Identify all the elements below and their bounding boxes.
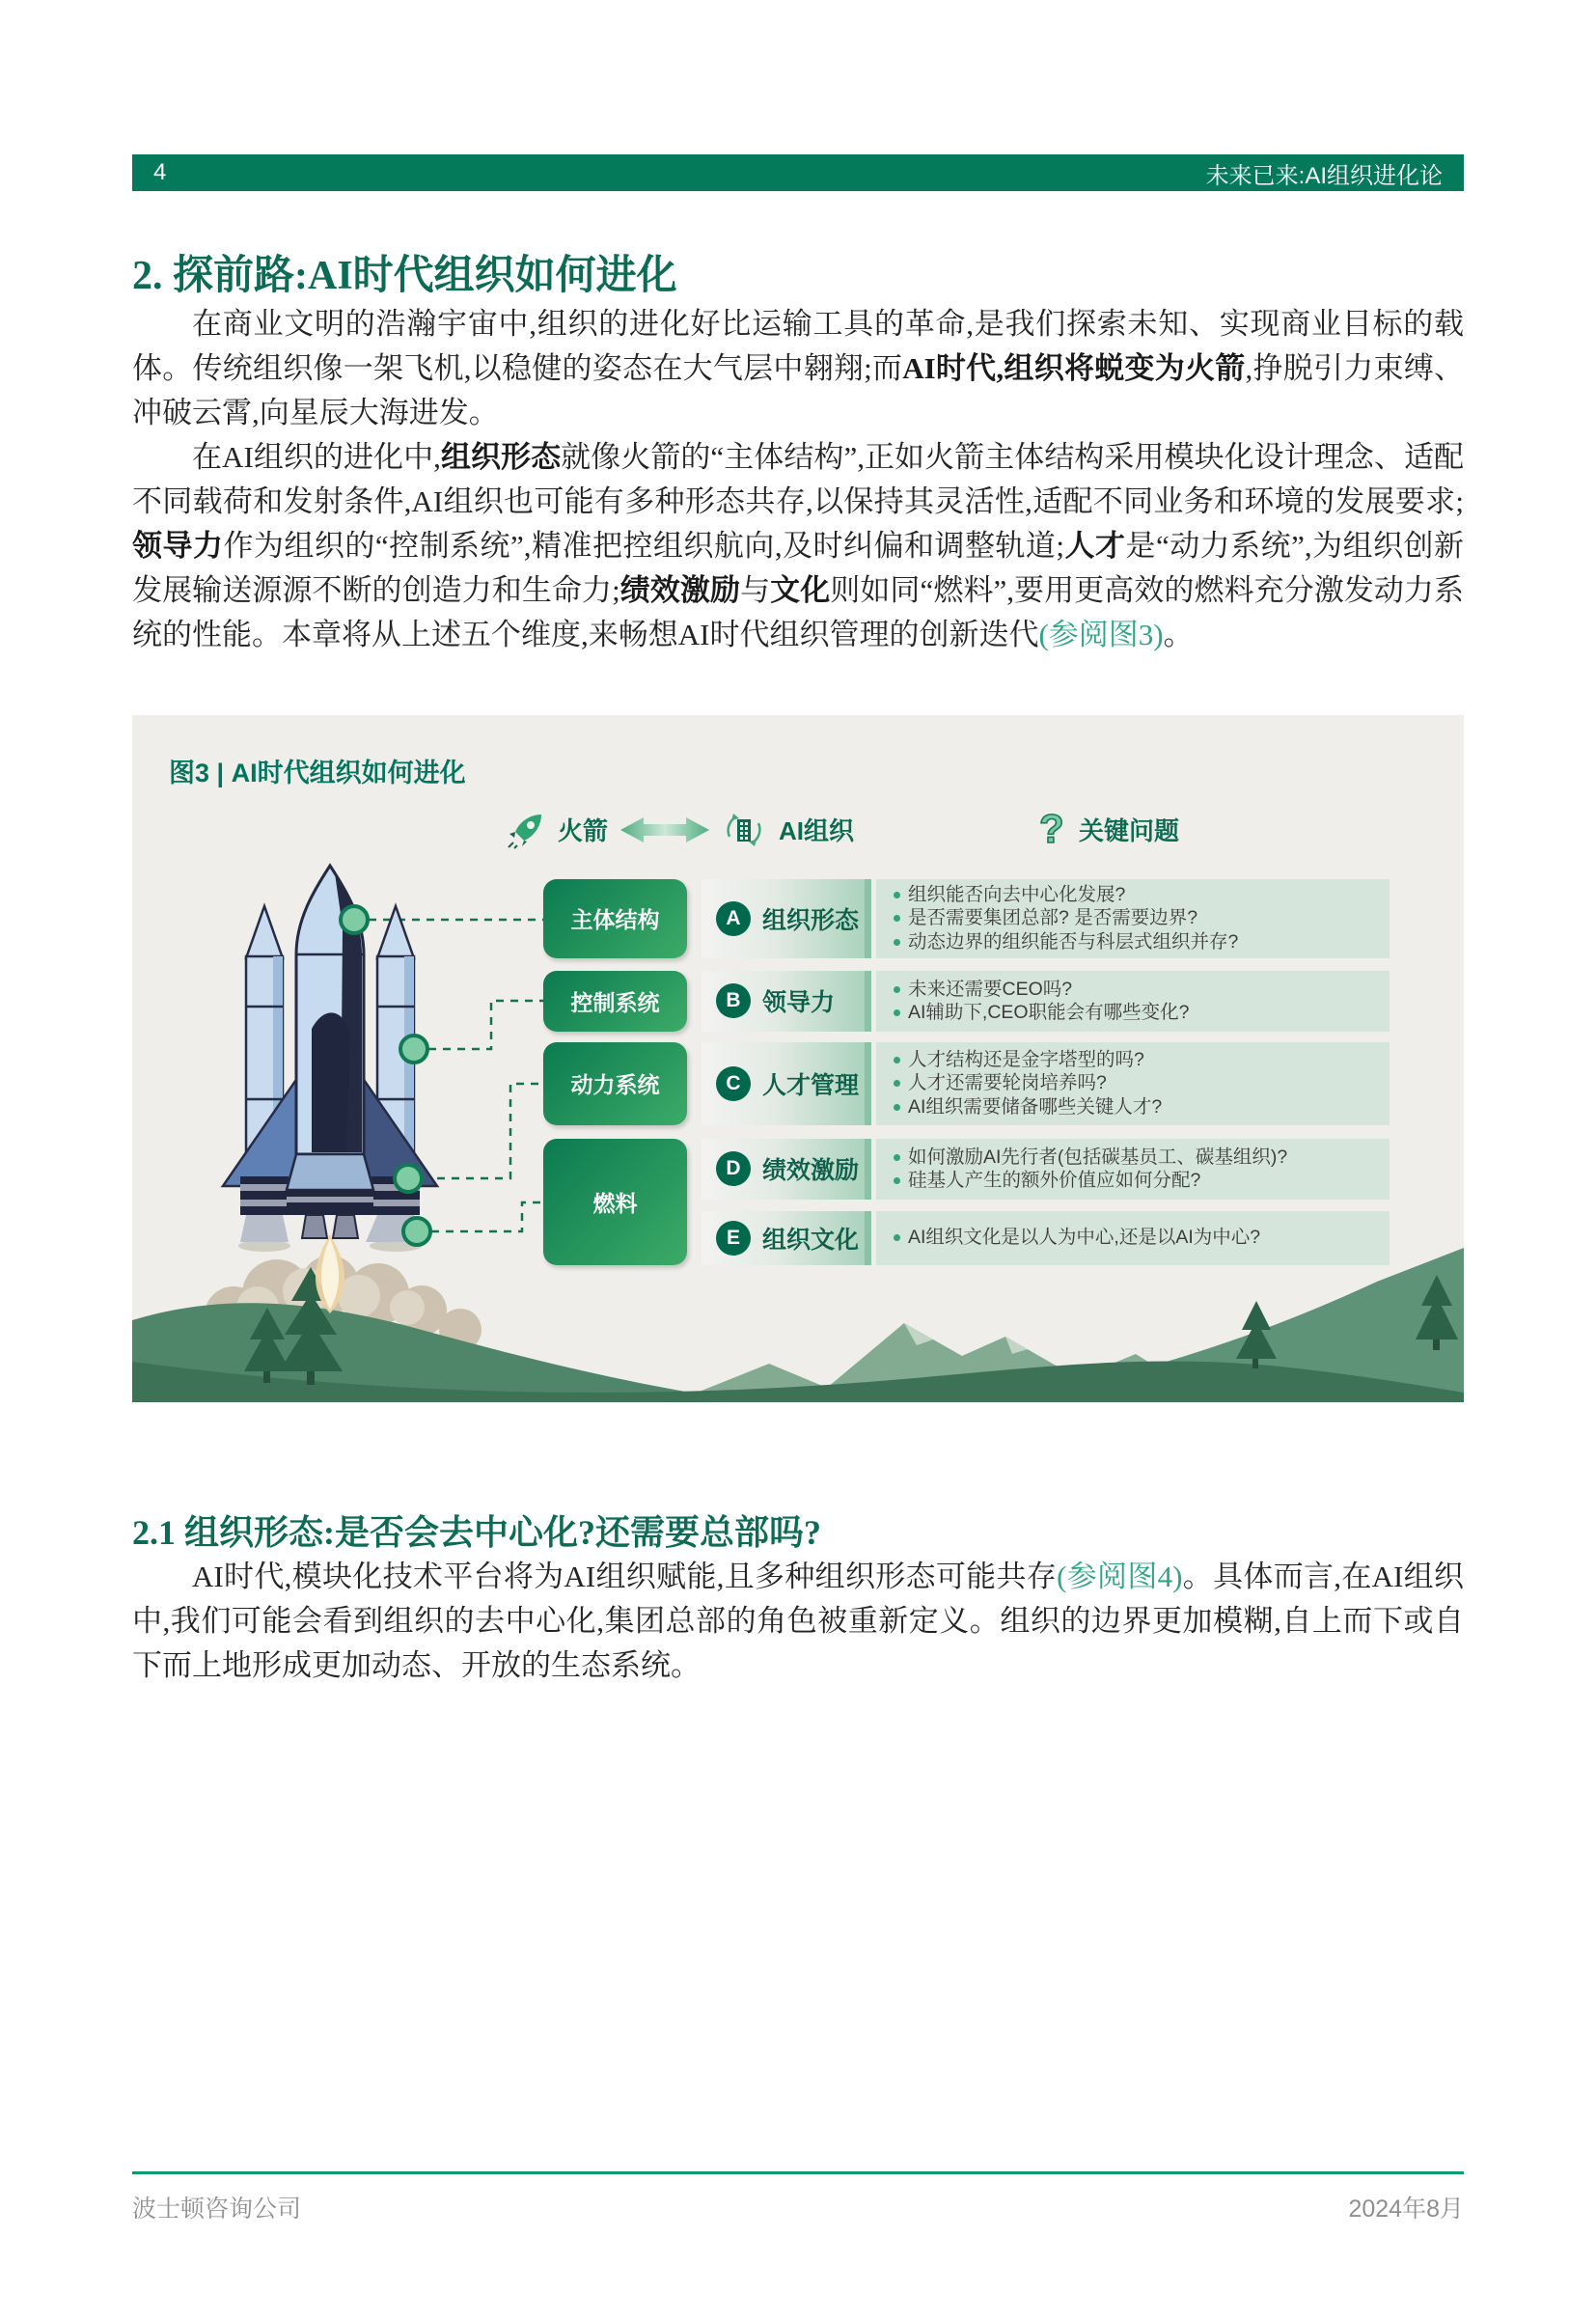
letter-badge-e: E	[716, 1221, 751, 1256]
dimension-label: 绩效激励	[762, 1157, 860, 1184]
dimension-label: 组织形态	[762, 906, 860, 934]
page-footer	[132, 2171, 1464, 2224]
questions-cell-culture	[876, 1211, 1390, 1265]
paragraph-2-bold: 人才	[1064, 528, 1126, 563]
paragraph-2-text: 与	[740, 572, 771, 607]
double-arrow-icon	[620, 815, 709, 844]
subsection-heading: 2.1 组织形态:是否会去中心化?还需要总部吗?	[132, 1512, 821, 1552]
rocket-illustration	[190, 860, 470, 1313]
legend-questions-label: 关键问题	[1079, 816, 1180, 845]
paragraph-3-text: AI时代,模块化技术平台将为AI组织赋能,且多种组织形态可能共存	[192, 1560, 1058, 1594]
figure-4-reference-link[interactable]: (参阅图4)	[1057, 1560, 1183, 1594]
letter-badge-a: A	[716, 901, 751, 936]
paragraph-2-text: 。	[1163, 617, 1194, 651]
question-item: AI组织文化是以人为中心,还是以AI为中心?	[892, 1226, 1378, 1250]
paragraph-1-text: 在商业文明的浩瀚宇宙中,组织的进化好比运输工具的革命,是我们探索未知、实现商业目标的载体。传统组织像一架飞机,以稳健的姿态在大气层中翱翔;而	[132, 306, 1464, 385]
question-item: 是否需要集团总部? 是否需要边界?	[892, 906, 1378, 930]
paragraph-2-text: 作为组织的“控制系统”,精准把控组织航向,及时纠偏和调整轨道;	[223, 528, 1065, 563]
footer-date: 2024年8月	[1348, 2196, 1464, 2223]
paragraph-1	[132, 302, 1464, 435]
question-item: 未来还需要CEO吗?	[892, 978, 1378, 1002]
question-item: 如何激励AI先行者(包括碳基员工、碳基组织)?	[892, 1146, 1378, 1170]
paragraph-2-text: 在AI组织的进化中,	[192, 439, 441, 474]
dimension-label: 领导力	[762, 989, 836, 1016]
question-item: AI辅助下,CEO职能会有哪些变化?	[892, 1001, 1378, 1025]
question-item: 人才结构还是金字塔型的吗?	[892, 1048, 1378, 1072]
figure-title: 图3 | AI时代组织如何进化	[169, 758, 466, 787]
dimension-cell-incentives	[702, 1139, 871, 1200]
question-item: 动态边界的组织能否与科层式组织并存?	[892, 930, 1378, 954]
questions-cell-leadership	[876, 971, 1390, 1032]
question-item: 硅基人产生的额外价值应如何分配?	[892, 1169, 1378, 1193]
figure-legend-right	[1037, 808, 1179, 852]
rocket-icon	[507, 811, 545, 849]
paragraph-2-text: 就像火箭的“主体结构”,正如火箭主体结构采用模块化设计理念、适配不同载荷和发射条件,AI组织也可能有多种形态共存,以保持其灵活性,适配不同业务和环境的发展要求;	[132, 439, 1465, 518]
dimension-label: 人才管理	[762, 1071, 860, 1099]
svg-text:?: ?	[1039, 807, 1064, 851]
legend-org-label: AI组织	[779, 816, 855, 845]
building-cycle-icon	[722, 808, 766, 852]
question-item: 人才还需要轮岗培养吗?	[892, 1071, 1378, 1095]
figure-legend-left	[507, 808, 854, 852]
paragraph-2-bold: 文化	[770, 572, 831, 607]
question-item: 组织能否向去中心化发展?	[892, 883, 1378, 907]
questions-cell-org-form	[876, 879, 1390, 958]
part-box-control-system: 控制系统	[543, 971, 687, 1032]
letter-badge-d: D	[716, 1151, 751, 1186]
paragraph-3	[132, 1555, 1464, 1688]
paragraph-2-bold: 组织形态	[440, 439, 562, 474]
paragraph-1-bold: AI时代,组织将蜕变为火箭	[902, 350, 1246, 385]
part-box-power-system: 动力系统	[543, 1042, 687, 1125]
question-mark-icon	[1037, 808, 1066, 852]
legend-rocket-label: 火箭	[558, 816, 609, 845]
dimension-cell-org-form	[702, 879, 871, 958]
paragraph-3-text: 。具体而言,在AI组织中,我们可能会看到组织的去中心化,集团总部的角色被重新定义。组织的边界更加模糊,自上而下或自下而上地形成更加动态、开放的生态系统。	[132, 1560, 1464, 1683]
page-number: 4	[153, 159, 167, 185]
page-header	[132, 154, 1464, 191]
part-box-body-structure: 主体结构	[543, 879, 687, 958]
part-box-fuel: 燃料	[543, 1139, 687, 1265]
questions-cell-incentives	[876, 1139, 1390, 1200]
paragraph-2-bold: 绩效激励	[619, 572, 741, 607]
paragraph-2	[132, 435, 1464, 657]
dimension-cell-leadership	[702, 971, 871, 1032]
paragraph-2-bold: 领导力	[132, 528, 224, 563]
letter-badge-b: B	[716, 983, 751, 1018]
questions-cell-talent	[876, 1042, 1390, 1125]
section-heading: 2. 探前路:AI时代组织如何进化	[132, 254, 677, 298]
letter-badge-c: C	[716, 1066, 751, 1101]
dimension-cell-talent	[702, 1042, 871, 1125]
figure-3	[132, 715, 1464, 1402]
dimension-cell-culture	[702, 1211, 871, 1265]
running-title: 未来已来:AI组织进化论	[1205, 162, 1443, 189]
question-item: AI组织需要储备哪些关键人才?	[892, 1095, 1378, 1119]
figure-3-reference-link[interactable]: (参阅图3)	[1038, 617, 1164, 651]
dimension-label: 组织文化	[762, 1226, 860, 1254]
paragraph-2-text: 是“动力系统”,为组织创新发展输送源源不断的创造力和生命力;	[132, 528, 1465, 607]
report-page	[0, 154, 1596, 1688]
paragraph-1-text: ,挣脱引力束缚、冲破云霄,向星辰大海进发。	[132, 350, 1464, 429]
footer-company: 波士顿咨询公司	[132, 2196, 302, 2223]
paragraph-2-text: 则如同“燃料”,要用更高效的燃料充分激发动力系统的性能。本章将从上述五个维度,来畅想AI时代组织管理的创新迭代	[132, 572, 1464, 651]
